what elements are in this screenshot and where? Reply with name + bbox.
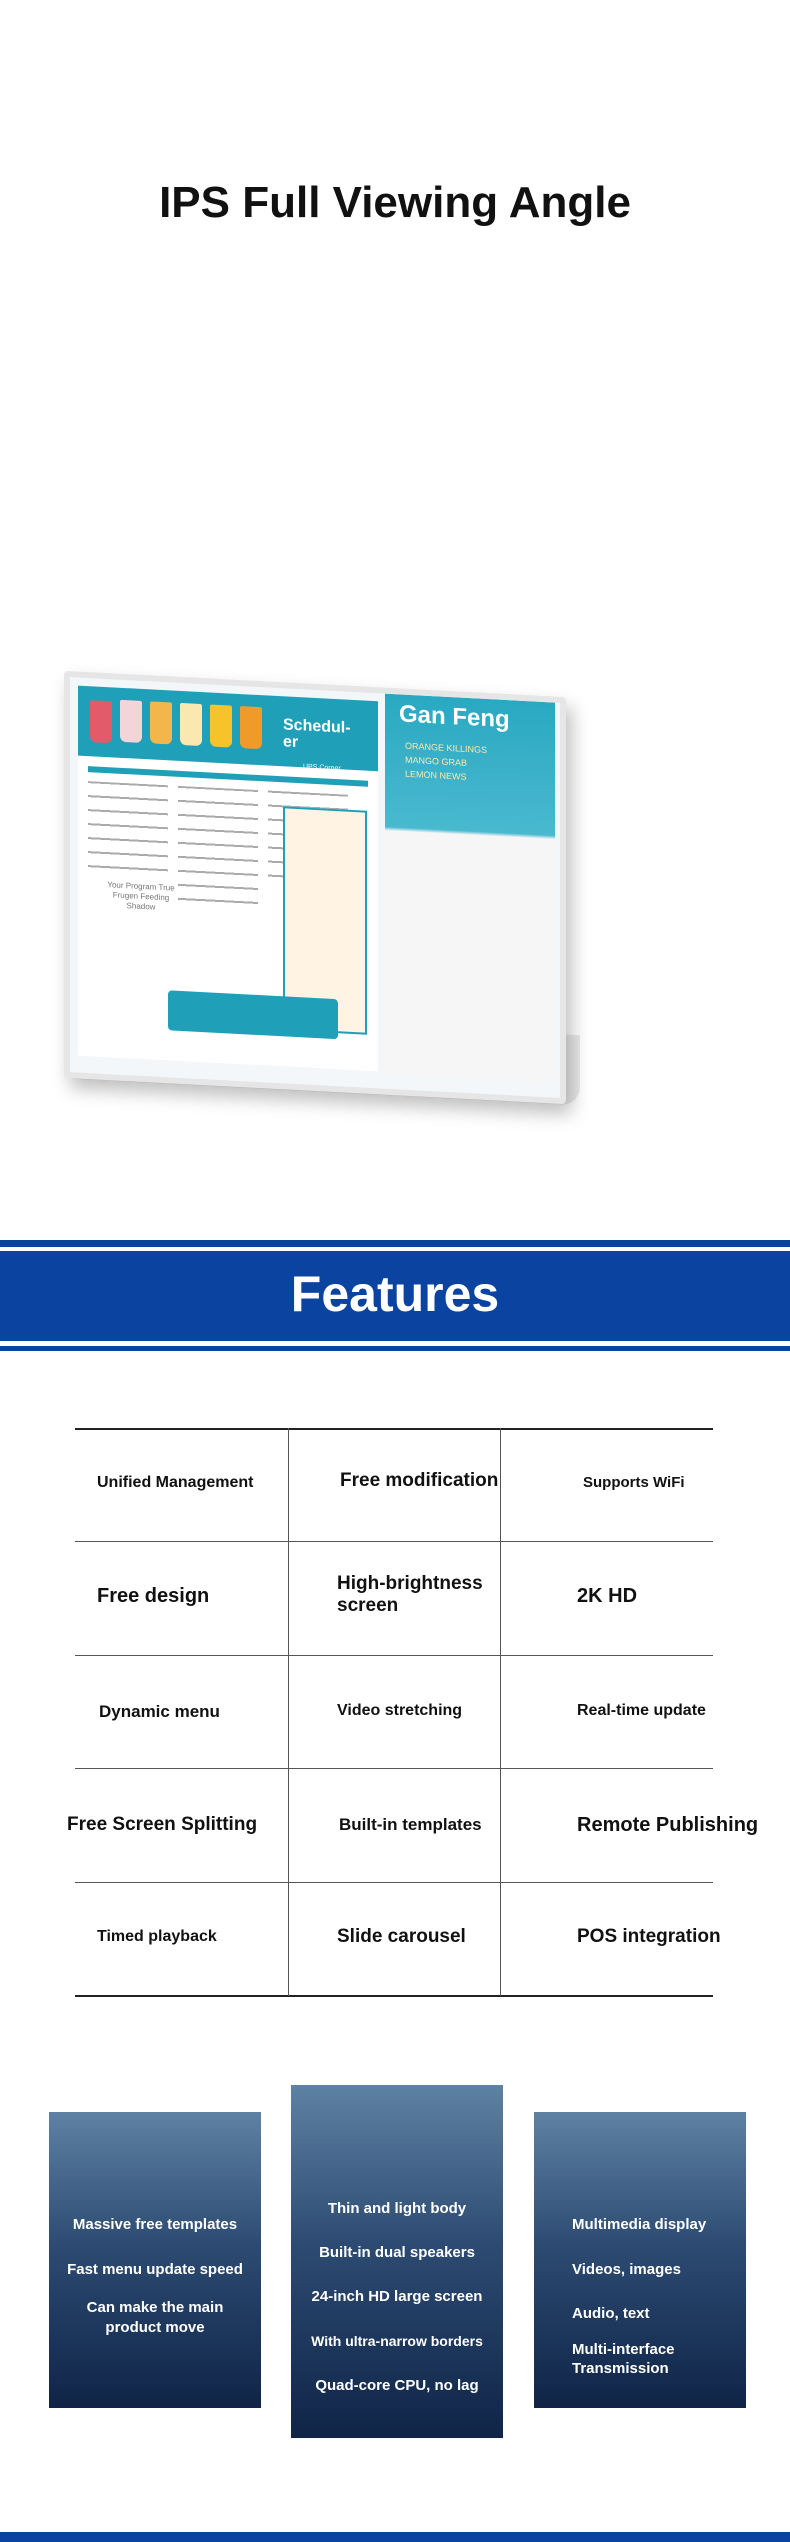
- drink-icon: [120, 700, 142, 743]
- feature-cell: Real-time update: [577, 1702, 706, 1719]
- spec-item: Multi-interface Transmission: [572, 2341, 675, 2377]
- promo-title: Gan Feng: [399, 700, 510, 734]
- spec-item: With ultra-narrow borders: [311, 2333, 483, 2349]
- drink-icon: [210, 704, 232, 747]
- table-row-divider: [75, 1655, 713, 1656]
- feature-cell: POS integration: [577, 1926, 721, 1947]
- menu-brand-label: Schedul- er: [283, 716, 351, 752]
- feature-cell: Timed playback: [97, 1928, 217, 1945]
- menu-footer-banner: [168, 990, 338, 1039]
- feature-cell: Free modification: [340, 1470, 499, 1491]
- table-col-divider: [500, 1428, 501, 1996]
- drink-icon: [180, 703, 202, 746]
- table-top-border: [75, 1428, 713, 1430]
- drink-icon: [150, 701, 172, 744]
- menu-header-banner: [78, 686, 378, 772]
- feature-cell: Remote Publishing: [577, 1814, 759, 1836]
- spec-item: Can make the main product move: [86, 2299, 224, 2336]
- device-screen: [64, 671, 566, 1104]
- feature-cell: Video stretching: [337, 1702, 463, 1719]
- menu-list: [178, 786, 258, 910]
- feature-cell: Supports WiFi: [583, 1474, 685, 1491]
- menu-board: [78, 686, 378, 1072]
- spec-item: Multimedia display: [572, 2216, 707, 2233]
- feature-cell: 2K HD: [577, 1585, 638, 1607]
- promo-panel: [385, 694, 555, 1083]
- spec-item: Quad-core CPU, no lag: [315, 2377, 479, 2394]
- table-col-divider: [288, 1428, 289, 1996]
- spec-item: Built-in dual speakers: [319, 2244, 475, 2261]
- drink-icon: [90, 700, 112, 743]
- menu-watermark: Your Program True Frugen Feeding Shadow: [107, 880, 175, 912]
- bottom-band: [0, 2532, 790, 2542]
- features-band-bottom-line: [0, 1346, 790, 1351]
- feature-cell: Free design: [97, 1585, 210, 1607]
- spec-item: Thin and light body: [327, 2200, 467, 2217]
- spec-item: Massive free templates: [72, 2216, 238, 2233]
- table-row-divider: [75, 1541, 713, 1542]
- menu-list: [88, 781, 168, 875]
- promo-subtitle: ORANGE KILLINGS MANGO GRAB LEMON NEWS: [405, 740, 488, 782]
- table-row-divider: [75, 1882, 713, 1883]
- table-row-divider: [75, 1768, 713, 1769]
- features-title: Features: [290, 1266, 500, 1322]
- spec-item: Audio, text: [572, 2305, 650, 2322]
- feature-cell: Dynamic menu: [99, 1702, 220, 1721]
- feature-cell: Unified Management: [97, 1474, 254, 1491]
- feature-cell: Slide carousel: [337, 1926, 466, 1947]
- page-heading: IPS Full Viewing Angle: [159, 178, 631, 227]
- features-band-top-line: [0, 1240, 790, 1247]
- table-bottom-border: [75, 1995, 713, 1997]
- drink-icon: [240, 706, 262, 749]
- feature-cell: Free Screen Splitting: [67, 1814, 258, 1835]
- spec-item: Fast menu update speed: [67, 2261, 243, 2278]
- menu-brand-sublabel: UPS Corner: [303, 763, 341, 773]
- feature-cell: High-brightness screen: [337, 1573, 483, 1616]
- spec-card-left: [49, 2112, 261, 2408]
- spec-item: 24-inch HD large screen: [311, 2288, 483, 2305]
- feature-cell: Built-in templates: [339, 1815, 482, 1834]
- spec-item: Videos, images: [572, 2261, 681, 2278]
